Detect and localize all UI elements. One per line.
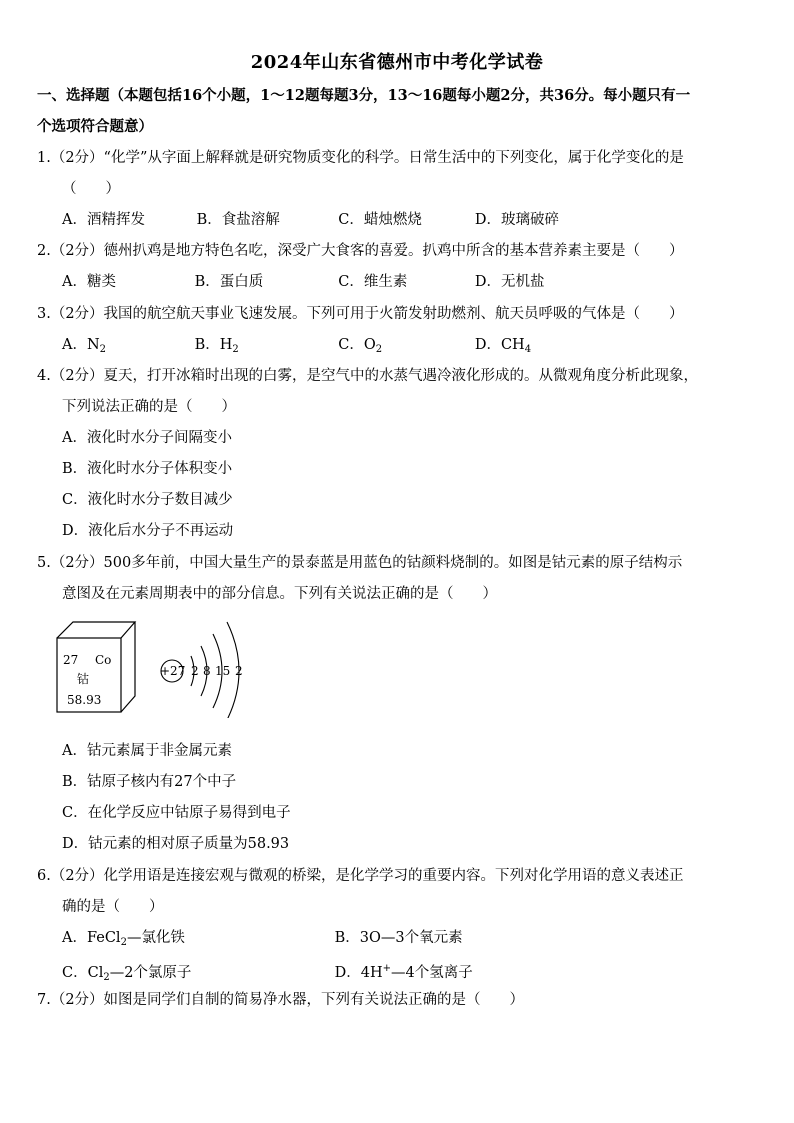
question-7-stem: 7.（2分）如图是同学们自制的简易净水器，下列有关说法正确的是（ ） <box>37 992 525 1008</box>
question-5-stem: 5.（2分）500多年前，中国大量生产的景泰蓝是用蓝色的钴颜料烧制的。如图是钴元素的原子结构示 <box>37 555 683 571</box>
question-2-options <box>62 272 544 292</box>
option-b: B．蛋白质 <box>194 274 264 290</box>
option-d: D．玻璃破碎 <box>474 212 559 228</box>
question-1-blank: （ ） <box>62 181 120 197</box>
option-a: A．FeCl$_2$—氯化铁 <box>62 930 185 948</box>
option-a: A．$N_2$ <box>62 337 107 355</box>
option-c: C．液化时水分子数目减少 <box>62 492 233 508</box>
option-b: B．食盐溶解 <box>196 212 280 228</box>
option-b: B．$H_2$ <box>194 337 239 355</box>
question-3-stem: 3.（2分）我国的航空航天事业飞速发展。下列可用于火箭发射助燃剂、航天员呼吸的气体是（ ） <box>37 306 684 322</box>
option-b: B．液化时水分子体积变小 <box>62 461 233 477</box>
element-name: 钴 <box>77 672 90 686</box>
question-6-options-row2 <box>62 959 473 988</box>
option-d: D．无机盐 <box>474 274 545 290</box>
option-d: D．液化后水分子不再运动 <box>62 523 234 539</box>
option-a: A．钴元素属于非金属元素 <box>62 743 232 759</box>
question-4-stem: 4.（2分）夏天，打开冰箱时出现的白雾，是空气中的水蒸气遇冷液化形成的。从微观角度分析此现象， <box>37 368 699 384</box>
nucleus-charge: +27 <box>160 664 186 678</box>
question-5-stem-cont: 意图及在元素周期表中的部分信息。下列有关说法正确的是（ ） <box>62 586 497 602</box>
shell-2-electrons: 8 <box>203 664 211 678</box>
element-symbol: Co <box>95 653 112 667</box>
shell-1-electrons: 2 <box>191 664 199 678</box>
option-c: C．维生素 <box>338 274 408 290</box>
page-title: 2024年山东省德州市中考化学试卷 <box>250 52 544 73</box>
cobalt-figure <box>55 608 265 718</box>
question-1-options <box>62 210 559 230</box>
section-heading-line2: 个选项符合题意） <box>37 118 153 135</box>
atomic-number: 27 <box>63 653 79 667</box>
option-a: A．酒精挥发 <box>62 212 145 228</box>
question-6-stem: 6.（2分）化学用语是连接宏观与微观的桥梁，是化学学习的重要内容。下列对化学用语的意义表述正 <box>37 868 684 884</box>
option-c: C．$O_2$ <box>338 337 383 355</box>
option-b: B．钴原子核内有27个中子 <box>62 774 237 790</box>
section-heading <box>37 80 767 142</box>
option-a: A．液化时水分子间隔变小 <box>62 430 232 446</box>
question-2-stem: 2.（2分）德州扒鸡是地方特色名吃，深受广大食客的喜爱。扒鸡中所含的基本营养素主要是（ ） <box>37 243 684 259</box>
shell-3-electrons: 15 <box>215 664 231 678</box>
option-c: C．$Cl_2—2$个氯原子 <box>62 965 192 983</box>
option-d: D．钴元素的相对原子质量为58.93 <box>62 836 290 852</box>
question-1-stem: 1.（2分）“化学”从字面上解释就是研究物质变化的科学。日常生活中的下列变化，属于化学变化的是 <box>37 150 684 166</box>
option-c: C．在化学反应中钴原子易得到电子 <box>62 805 291 821</box>
section-heading-line1: 一、选择题（本题包括16个小题，1～12题每题3分，13～16题每小题2分，共36分。每小题只有一 <box>37 87 691 104</box>
option-a: A．糖类 <box>62 274 116 290</box>
question-6-stem-cont: 确的是（ ） <box>62 899 164 915</box>
question-6-options-row1 <box>62 928 463 953</box>
option-c: C．蜡烛燃烧 <box>338 212 422 228</box>
option-d: D．$CH_4$ <box>474 337 532 355</box>
question-3-options <box>62 335 531 360</box>
atomic-mass: 58.93 <box>67 693 102 707</box>
option-d: D．4H+—4个氢离子 <box>334 963 473 981</box>
atom-structure <box>160 622 243 718</box>
question-4-stem-cont: 下列说法正确的是（ ） <box>62 399 236 415</box>
periodic-cell <box>57 622 135 712</box>
shell-4-electrons: 2 <box>235 664 243 678</box>
option-b: B．3O—3个氧元素 <box>334 930 463 946</box>
